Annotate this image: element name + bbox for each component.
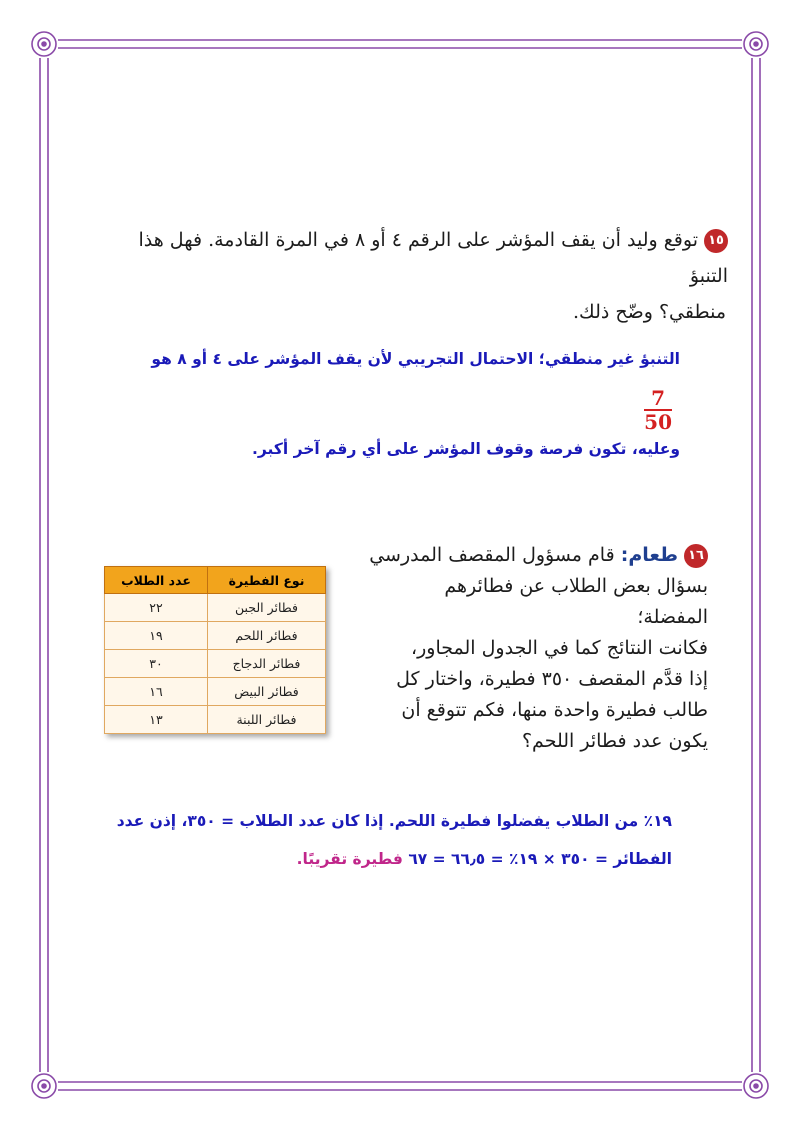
table-cell-count: ١٦ [105,678,208,706]
answer-15-line1: التنبؤ غير منطقي؛ الاحتمال التجريبي لأن يقف المؤشر على ٤ أو ٨ هو [151,350,680,368]
fraction-numerator: 7 [644,387,672,411]
table-header-pie-type: نوع الفطيرة [208,567,326,594]
table-header-student-count: عدد الطلاب [105,567,208,594]
table-row [105,650,326,678]
answer-16-line1: ١٩٪ من الطلاب يفضلوا فطيرة اللحم. إذا كان عدد الطلاب = ٣٥٠، إذن عدد [116,812,672,830]
question-16-first-line [368,540,708,571]
question-15-line2: منطقي؟ وضّح ذلك. [573,301,726,323]
probability-fraction [644,387,672,433]
fraction-denominator: 50 [644,409,672,434]
question-16-number-badge: ١٦ [684,544,708,568]
table-cell-count: ١٩ [105,622,208,650]
question-15-text: توقع وليد أن يقف المؤشر على الرقم ٤ أو ٨ في المرة القادمة. فهل هذا التنبؤ [138,229,728,287]
question-15-number-badge: ١٥ [704,229,728,253]
question-16-keyword: طعام: [620,544,678,566]
question-15-line1 [128,222,728,294]
question-16-line: فكانت النتائج كما في الجدول المجاور، [411,637,708,659]
table-row [105,678,326,706]
question-16-line: طالب فطيرة واحدة منها، فكم تتوقع أن [401,699,708,721]
answer-16 [112,802,672,878]
answer-16-result: فطيرة تقريبًا. [296,850,403,868]
table-cell-pie-type: فطائر الدجاج [208,650,326,678]
question-16-line: إذا قدَّم المقصف ٣٥٠ فطيرة، واختار كل [396,668,708,690]
answer-15 [120,334,680,464]
table-cell-pie-type: فطائر البيض [208,678,326,706]
table-cell-pie-type: فطائر الجبن [208,594,326,622]
table-cell-pie-type: فطائر اللبنة [208,706,326,734]
question-16-line: بسؤال بعض الطلاب عن فطائرهم المفضلة؛ [444,575,708,628]
table-cell-count: ١٣ [105,706,208,734]
table-row [105,706,326,734]
answer-16-calculation: الفطائر = ٣٥٠ × ١٩٪ = ٦٦٫٥ = ٦٧ [408,850,672,868]
table-row [105,594,326,622]
table-cell-pie-type: فطائر اللحم [208,622,326,650]
answer-16-line2-row [112,840,672,878]
pies-table [104,566,326,734]
answer-15-line2: وعليه، تكون فرصة وقوف المؤشر على أي رقم آخر أكبر. [252,440,680,458]
table-header-row [105,567,326,594]
question-16-line: قام مسؤول المقصف المدرسي [369,544,615,566]
table-cell-count: ٢٢ [105,594,208,622]
question-16 [368,540,708,757]
question-16-line: يكون عدد فطائر اللحم؟ [521,730,708,752]
answer-15-line1-row [120,334,680,434]
question-15 [128,222,728,330]
table-cell-count: ٣٠ [105,650,208,678]
table-row [105,622,326,650]
